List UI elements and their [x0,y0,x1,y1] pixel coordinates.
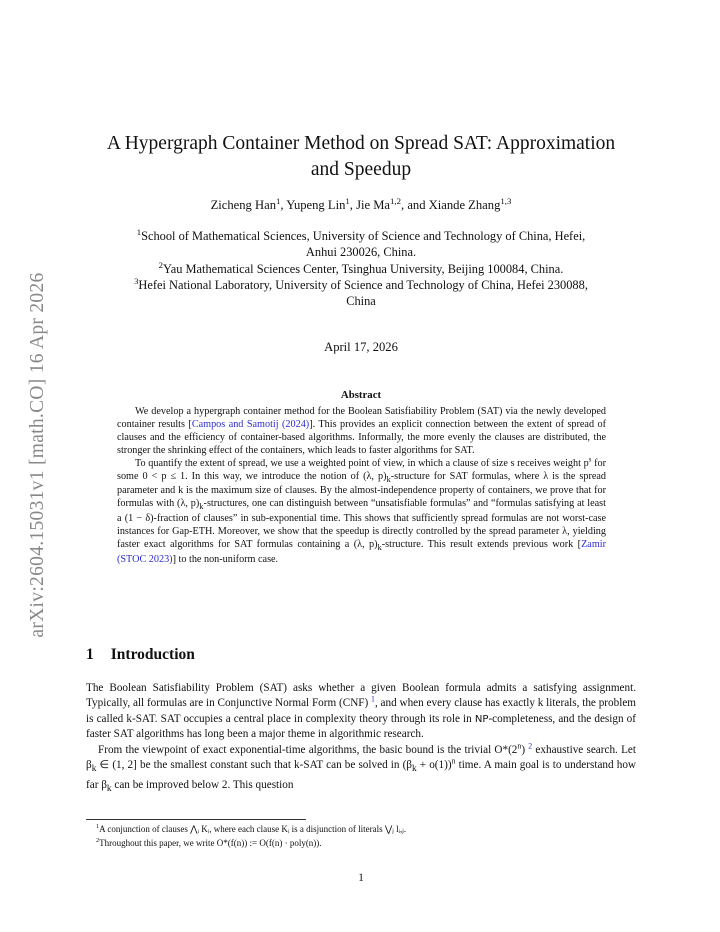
complexity-class: NP [474,713,489,725]
affiliation-1-cont: Anhui 230026, China. [305,245,417,260]
section-heading [86,646,195,664]
footnote-divider [86,819,306,820]
text-run: ) [521,743,529,756]
math-sub: k [199,501,204,512]
math-sup: s [588,455,592,464]
author-name: Zicheng Han [210,198,276,212]
abstract-paragraph-2 [117,455,606,567]
author-affil-mark: 1 [276,195,281,206]
section-title: Introduction [110,646,195,663]
author-affil-mark: 1,2 [390,195,402,206]
text-run: time. A main goal is to understand how far β [86,759,636,791]
text-run: -completeness, and the design of faster SAT algorithms has long been a major theme in algorithmic research. [86,712,636,741]
affiliation-3 [86,277,636,293]
author-name: Yupeng Lin [286,198,346,212]
body-text [86,681,636,797]
text-run: ]. This provides an explicit connection between the extent of spread of clauses and the efficiency of container-based algorithms. Informally, the more evenly the clauses are distributed, the stronger the shrinking effect of the containers, which leads to faster algorithms for SAT. [117,418,607,456]
citation-link[interactable]: Zamir (STOC 2023) [117,539,606,566]
body-paragraph-1 [86,681,636,743]
affil-text: Yau Mathematical Sciences Center, Tsinghua University, Beijing 100084, China. [162,261,564,276]
citation-link[interactable]: Campos and Samotij (2024) [191,418,310,430]
math-sub: k [106,783,112,794]
author-affil-mark: 1,3 [500,195,512,206]
footnote-link[interactable]: 1 [371,694,375,704]
footnote-2 [86,837,636,851]
footnote-text: A conjunction of clauses ⋀ᵢ Kᵢ, where each clause Kᵢ is a disjunction of literals ⋁ⱼ lᵢ,ⱼ. [99,824,407,834]
math-sub: k [412,764,417,775]
footnote-link[interactable]: 2 [528,740,533,750]
arxiv-id-text: arXiv:2604.15031v1 [math.CO] 16 Apr 2026 [27,272,48,638]
abstract-paragraph-1 [117,406,606,458]
math-sup: n [517,740,522,750]
author-name: Xiande Zhang [428,198,501,212]
title-line-1: A Hypergraph Container Method on Spread SAT: Approximation [106,133,616,154]
affil-number: 2 [158,259,163,270]
footnote-text: Throughout this paper, we write O*(f(n)) := O(f(n) · poly(n)). [99,837,322,848]
affiliations [86,228,636,309]
text-run: -structures, one can distinguish between “unsatisfiable formulas” and “formulas satisfying at least a (1 − δ)-fraction of clauses” in sub-exponential time. This shows that sufficiently spread formulas are not worst-case instances for Gap-ETH. Moreover, we show that the speedup is directly controlled by the spread parameter λ, yielding faster exact algorithms for SAT formulas containing a (λ, p) [117,498,606,551]
affil-number: 3 [134,275,139,286]
author-affil-mark: 1 [345,195,350,206]
body-paragraph-2 [86,740,636,798]
math-sub: k [91,764,97,775]
author-name: Jie Ma [356,198,391,212]
text-run: We develop a hypergraph container method for the Boolean Satisfiability Problem (SAT) via the newly developed container results [ [117,406,606,430]
text-run: -structure for SAT formulas, where λ is the spread parameter and k is the maximum size of clauses. By the almost-independence property of containers, we prove that for formulas with (λ, p) [117,470,606,510]
section-number: 1 [86,646,94,663]
footnotes [86,823,636,850]
text-run: , and when every clause has exactly k literals, the problem is called k-SAT. SAT occupies a central place in complexity theory through its role in [86,697,636,725]
page-number: 1 [358,872,364,884]
text-run: To quantify the extent of spread, we use a weighted point of view, in which a clause of size s receives weight p [135,457,589,469]
affil-text: Hefei National Laboratory, University of Science and Technology of China, Hefei 230088, [138,277,588,292]
math-sup: n [451,756,456,766]
text-run: can be improved below 2. This question [111,778,294,791]
abstract-heading: Abstract [340,389,382,401]
footnote-number: 1 [96,823,100,830]
text-run: ∈ (1, 2] be the smallest constant such that k-SAT can be solved in (β [96,759,412,772]
text-run: exhaustive search. Let β [86,743,636,772]
footnote-number: 2 [96,836,100,844]
affil-number: 1 [136,226,142,237]
paper-title [86,131,636,183]
title-line-2: and Speedup [310,159,412,180]
text-run: -structure. This result extends previous work [ [381,539,582,551]
text-run: The Boolean Satisfiability Problem (SAT) asks whether a given Boolean formula admits a satisfying assignment. Typically, all formulas are in Conjunctive Normal Form (CNF) [86,682,636,710]
author-list: Zicheng Han$^1$, Yupeng Lin$^1$, Jie Ma$^{1,2}$, and Xiande Zhang$^{1,3}$ [210,195,512,212]
affiliation-1 [86,228,636,244]
footnote-1 [86,823,636,837]
text-run: From the viewpoint of exact exponential-time algorithms, the basic bound is the trivial O*(2 [98,743,518,756]
affil-text: School of Mathematical Sciences, University of Science and Technology of China, Hefei, [141,229,586,243]
math-sub: k [386,473,391,484]
abstract-body [117,406,606,567]
math-sub: k [377,542,382,553]
arxiv-identifier-sidebar [18,245,58,665]
affiliation-3-cont: China [346,294,376,309]
text-run: ] to the non-uniform case. [172,554,279,566]
text-run: + o(1)) [416,759,452,772]
text-run: for some 0 < p ≤ 1. In this way, we introduce the notion of (λ, p) [117,457,606,482]
paper-date: April 17, 2026 [324,340,398,354]
affiliation-2 [86,261,636,277]
